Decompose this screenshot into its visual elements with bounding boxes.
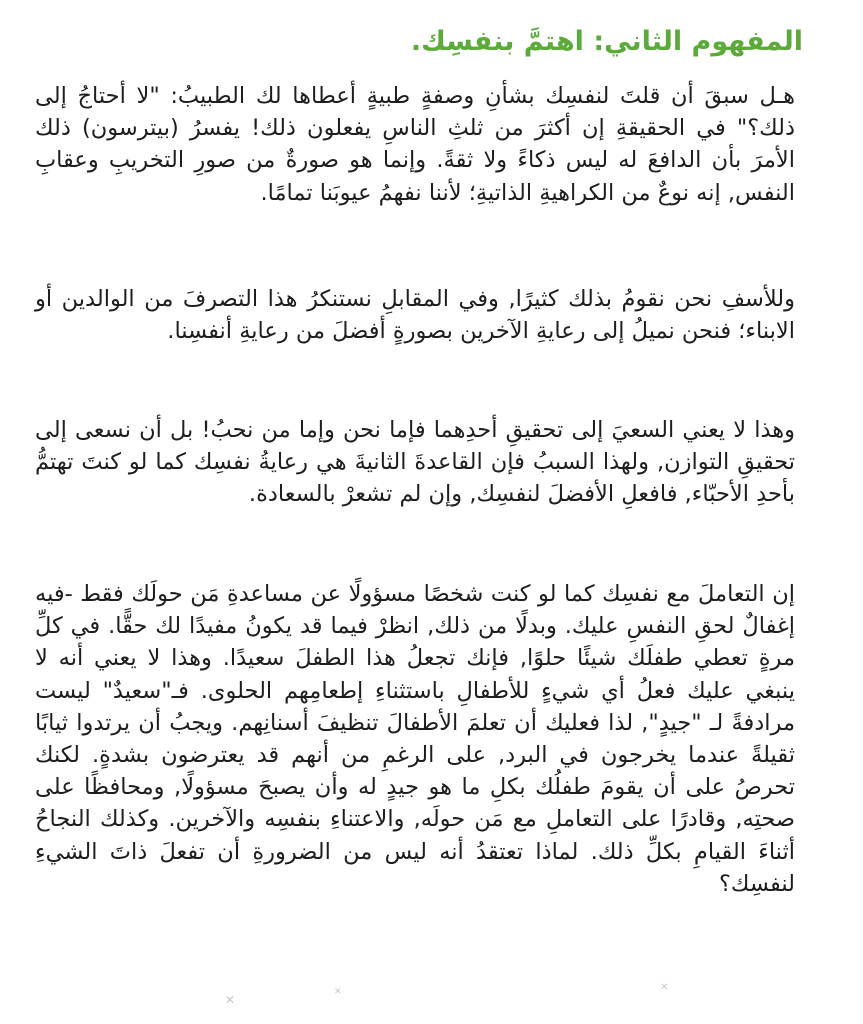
paragraph-3: وهذا لا يعني السعيَ إلى تحقيقِ أحدِهما فإما نحن وإما من نحبُ! بل أن نسعى إلى تحقيقِ التوازن, ولهذا السببُ فإن القاعدةَ الثانيةَ هي رعايةُ نفسِك كما لو كنتَ تهتمُّ بأحدِ الأحبّاء, فافعلِ الأفضلَ لنفسِك, وإن لم تشعرْ بالسعادة. — [35, 417, 795, 508]
decorative-cross-mark: ✕ — [660, 982, 669, 993]
paragraph-1: هـل سبقَ أن قلتَ لنفسِك بشأنِ وصفةٍ طبيةٍ أعطاها لك الطبيبُ: "لا أحتاجُ إلى ذلك؟" في الحقيقةِ إن أكثرَ من ثلثِ الناسِ يفعلون ذلك! يفسرُ (بيترسون) ذلك الأمرَ بأن الدافعَ له ليس ذكاءً ولا ثقةً. وإنما هو صورةٌ من صورِ التخريبِ وعقابِ النفس, إنه نوعٌ من الكراهيةِ الذاتيةِ؛ لأننا نفهمُ عيوبَنا تمامًا. — [35, 83, 795, 206]
paragraph-4: إن التعاملَ مع نفسِك كما لو كنت شخصًا مسؤولًا عن مساعدةِ مَن حولَك فقط -فيه إغفالٌ لحقِ النفسِ عليك. وبدلًا من ذلك, انظرْ فيما قد يكونُ مفيدًا لك حقًّا. في كلِّ مرةٍ تعطي طفلَك شيئًا حلوًا, فإنك تجعلُ هذا الطفلَ سعيدًا. وهذا لا يعني أنه لا ينبغي عليك فعلُ أي شيءٍ للأطفالِ باستثناءِ إطعامِهم الحلوى. فـ"سعيدٌ" ليست مرادفةً لـ "جيدٍ", لذا فعليك أن تعلمَ الأطفالَ تنظيفَ أسنانِهم. ويجبُ أن يرتدوا ثيابًا ثقيلةً عندما يخرجون في البرد, على الرغمِ من أنهم قد يعترضون بشدةٍ. لكنك تحرصُ على أن يقومَ طفلُك بكلِ ما هو جيدٍ له وأن يصبحَ مسؤولًا, ومحافظًا على صحتِه, وقادرًا على التعاملِ مع مَن حولَه, والاعتناءِ بنفسِه والآخرين. وكذلك النجاحُ أثناءَ القيامِ بكلِّ ذلك. لماذا تعتقدُ أنه ليس من الضرورةِ أن تفعلَ ذاتَ الشيءِ لنفسِك؟ — [35, 581, 795, 897]
decorative-cross-mark: ✕ — [334, 987, 342, 997]
section-title: المفهوم الثاني: اهتمَّ بنفسِك. — [410, 26, 803, 57]
paragraph-2: وللأسفِ نحن نقومُ بذلك كثيرًا, وفي المقابلِ نستنكرُ هذا التصرفَ من الوالدين أو الابناء؛ فنحن نميلُ إلى رعايةِ الآخرين بصورةٍ أفضلَ من رعايةِ أنفسِنا. — [35, 286, 795, 345]
decorative-cross-mark: ✕ — [225, 993, 236, 1007]
